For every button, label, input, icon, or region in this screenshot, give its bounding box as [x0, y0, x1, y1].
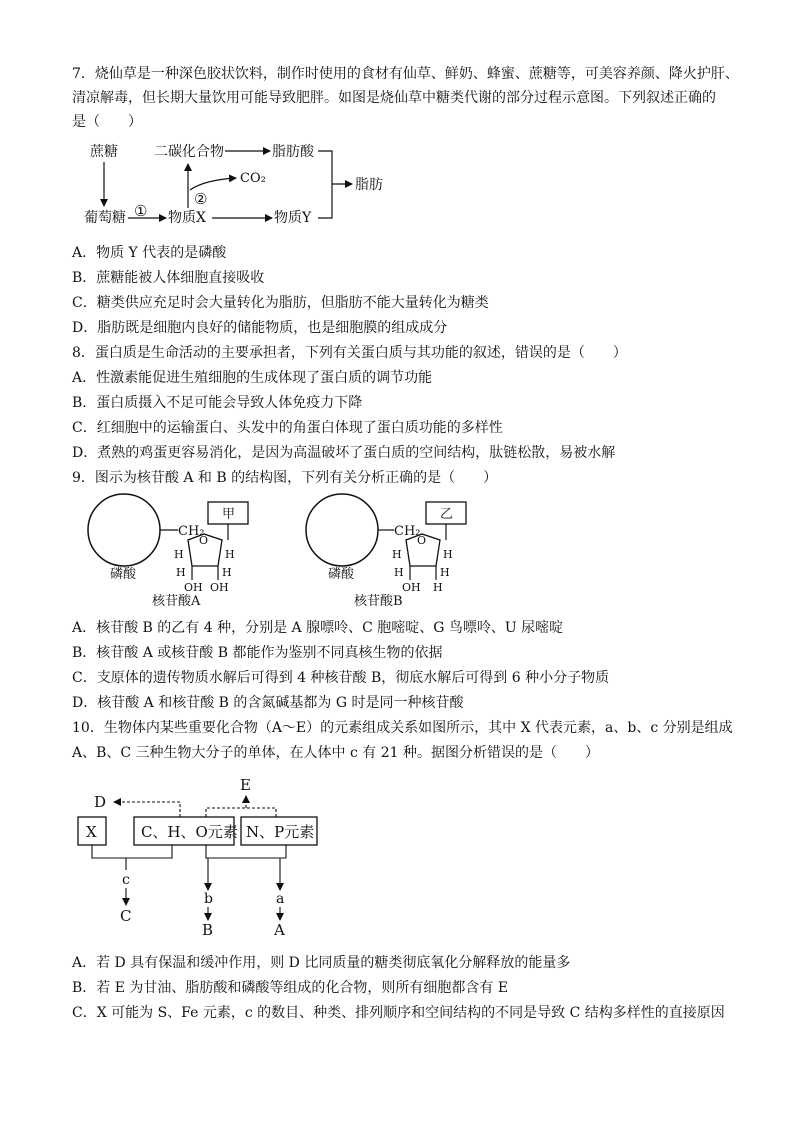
h-b-bottom-label: H — [433, 581, 443, 594]
q7-option-a: A．物质 Y 代表的是磷酸 — [72, 245, 227, 261]
caption-b: 核苷酸B — [354, 594, 403, 609]
q8-option-a: A．性激素能促进生殖细胞的生成体现了蛋白质的调节功能 — [72, 370, 433, 386]
q10-d-label: D — [94, 793, 107, 811]
q7-fatty-acid-label: 脂肪酸 — [272, 144, 314, 160]
base-a-label: 甲 — [222, 507, 236, 522]
q10-e-label: E — [240, 776, 251, 794]
q10-c-lower: c — [122, 872, 130, 888]
q10-b-lower: b — [204, 891, 213, 907]
oh-a-label: OH — [184, 581, 203, 594]
ch2-b-label: CH₂ — [394, 524, 421, 539]
q10-b-upper: B — [202, 921, 214, 939]
ch2-a-label: CH₂ — [178, 524, 205, 539]
q7-c2-compound-label: 二碳化合物 — [154, 144, 224, 160]
q7-option-d: D．脂肪既是细胞内良好的储能物质，也是细胞膜的组成成分 — [72, 320, 448, 336]
q8-option-b: B．蛋白质摄入不足可能会导致人体免疫力下降 — [72, 395, 363, 411]
caption-a: 核苷酸A — [152, 594, 201, 609]
q9-option-c: C．支原体的遗传物质水解后可得到 4 种核苷酸 B，彻底水解后可得到 6 种小分子物质 — [72, 670, 610, 686]
svg-text:H: H — [443, 548, 453, 561]
q10-stem-line-1: 10．生物体内某些重要化合物（A～E）的元素组成关系如图所示，其中 X 代表元素，a、b、c 分别是组成 — [72, 720, 733, 736]
q10-option-a: A．若 D 具有保温和缓冲作用，则 D 比同质量的糖类彻底氧化分解释放的能量多 — [72, 955, 571, 971]
q7-stem-line-3: 是（ ） — [72, 114, 142, 130]
svg-text:H: H — [174, 548, 184, 561]
q9-option-d: D．核苷酸 A 和核苷酸 B 的含氮碱基都为 G 时是同一种核苷酸 — [72, 695, 464, 711]
svg-text:H: H — [392, 548, 402, 561]
q8-stem: 8．蛋白质是生命活动的主要承担者，下列有关蛋白质与其功能的叙述，错误的是（ ） — [72, 345, 627, 361]
q10-cho-label: C、H、O元素 — [141, 823, 238, 841]
q10-c-upper: C — [120, 907, 132, 925]
svg-text:H: H — [176, 566, 186, 579]
q7-option-b: B．蔗糖能被人体细胞直接吸收 — [72, 270, 265, 286]
base-b-label: 乙 — [440, 507, 454, 522]
q8-option-c: C．红细胞中的运输蛋白、头发中的角蛋白体现了蛋白质功能的多样性 — [72, 420, 503, 436]
q10-stem-line-2: A、B、C 三种生物大分子的单体，在人体中 c 有 21 种。据图分析错误的是（ ） — [72, 745, 600, 761]
q10-bracket-cho-np — [206, 845, 286, 858]
q10-a-lower: a — [276, 891, 285, 907]
q9-stem: 9．图示为核苷酸 A 和 B 的结构图，下列有关分析正确的是（ ） — [72, 470, 498, 486]
q10-x-label: X — [86, 823, 97, 841]
svg-text:H: H — [440, 566, 450, 579]
q9-option-a: A．核苷酸 B 的乙有 4 种，分别是 A 腺嘌呤、C 胞嘧啶、G 鸟嘌呤、U 尿嘧啶 — [72, 620, 564, 636]
q9-option-b: B．核苷酸 A 或核苷酸 B 都能作为鉴别不同真核生物的依据 — [72, 645, 443, 661]
q7-step-2-label: ② — [194, 190, 208, 208]
q7-stem-line-2: 清凉解毒，但长期大量饮用可能导致肥胖。如图是烧仙草中糖类代谢的部分过程示意图。下列叙述正确的 — [72, 90, 716, 106]
q7-stem-line-1: 7．烧仙草是一种深色胶状饮料，制作时使用的食材有仙草、鲜奶、蜂蜜、蔗糖等，可美容养颜、降火护肝、 — [72, 66, 739, 82]
q8-option-d: D．煮熟的鸡蛋更容易消化，是因为高温破坏了蛋白质的空间结构，肽链松散，易被水解 — [72, 445, 616, 461]
q10-option-c: C．X 可能为 S、Fe 元素，c 的数目、种类、排列顺序和空间结构的不同是导致 C 结构多样性的直接原因 — [72, 1005, 725, 1021]
q10-bracket-x-cho — [92, 845, 172, 858]
q10-arrow-to-e — [206, 808, 276, 817]
oh-b-label: OH — [402, 581, 421, 594]
ring-o-b-label: O — [417, 534, 427, 547]
svg-text:H: H — [222, 566, 232, 579]
q7-substance-x-label: 物质X — [168, 210, 206, 226]
q7-co2-label: CO₂ — [240, 171, 266, 186]
q7-sucrose-label: 蔗糖 — [90, 144, 118, 160]
phosphate-b-label: 磷酸 — [328, 567, 355, 582]
ring-o-a-label: O — [199, 534, 209, 547]
q10-np-label: N、P元素 — [246, 823, 315, 841]
q10-option-b: B．若 E 为甘油、脂肪酸和磷酸等组成的化合物，则所有细胞都含有 E — [72, 980, 509, 996]
q7-step-1-label: ① — [134, 202, 148, 220]
svg-text:H: H — [225, 548, 235, 561]
q7-substance-y-label: 物质Y — [274, 210, 312, 226]
q10-arrow-to-d — [114, 802, 180, 817]
phosphate-a-label: 磷酸 — [110, 567, 137, 582]
q7-option-c: C．糖类供应充足时会大量转化为脂肪，但脂肪不能大量转化为糖类 — [72, 295, 489, 311]
q7-fat-label: 脂肪 — [355, 177, 383, 193]
svg-text:H: H — [394, 566, 404, 579]
q10-a-upper: A — [274, 921, 285, 939]
q7-glucose-label: 葡萄糖 — [84, 210, 126, 226]
oh2-a-label: OH — [210, 581, 229, 594]
